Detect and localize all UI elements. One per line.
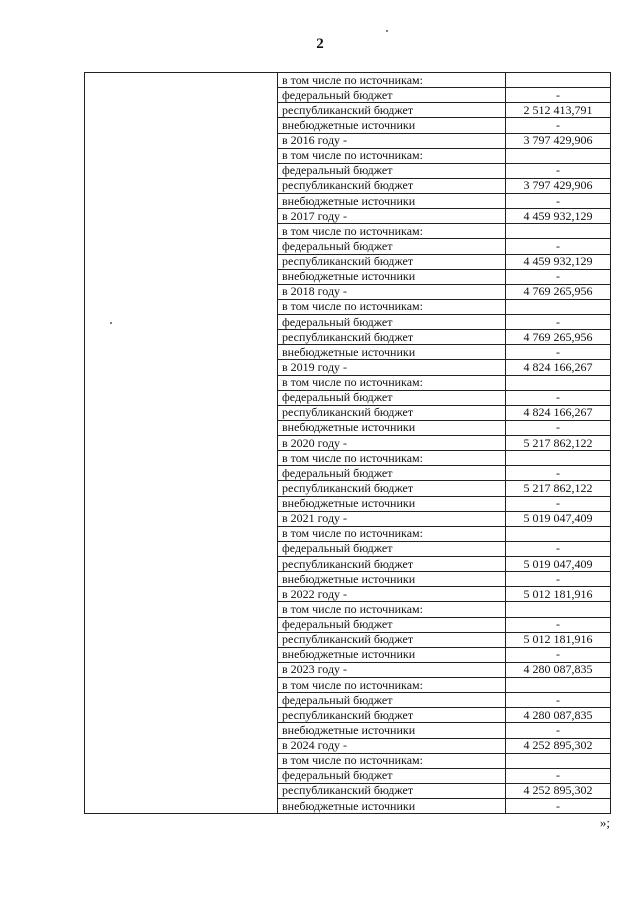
row-label: федеральный бюджет (278, 163, 506, 178)
row-label: в том числе по источникам: (278, 224, 506, 239)
row-value: 2 512 413,791 (506, 103, 611, 118)
row-value: - (506, 390, 611, 405)
budget-table-body (85, 73, 611, 814)
row-value (506, 678, 611, 693)
row-value: 4 280 087,835 (506, 662, 611, 677)
row-label: в том числе по источникам: (278, 602, 506, 617)
row-value: - (506, 239, 611, 254)
row-label: федеральный бюджет (278, 390, 506, 405)
row-value: - (506, 345, 611, 360)
row-label: республиканский бюджет (278, 783, 506, 798)
row-value: - (506, 194, 611, 209)
row-value: 3 797 429,906 (506, 178, 611, 193)
row-label: внебюджетные источники (278, 799, 506, 814)
row-label: внебюджетные источники (278, 572, 506, 587)
row-value: 4 459 932,129 (506, 209, 611, 224)
row-value: - (506, 693, 611, 708)
row-value (506, 526, 611, 541)
row-value: - (506, 541, 611, 556)
row-value (506, 73, 611, 88)
row-value: 5 012 181,916 (506, 632, 611, 647)
row-label: внебюджетные источники (278, 723, 506, 738)
row-value (506, 299, 611, 314)
row-label: федеральный бюджет (278, 541, 506, 556)
row-label: в том числе по источникам: (278, 299, 506, 314)
row-value: 3 797 429,906 (506, 133, 611, 148)
row-label: федеральный бюджет (278, 693, 506, 708)
row-label: республиканский бюджет (278, 330, 506, 345)
row-value: 4 459 932,129 (506, 254, 611, 269)
row-label: в 2019 году - (278, 360, 506, 375)
row-label: в том числе по источникам: (278, 451, 506, 466)
row-value: - (506, 496, 611, 511)
row-label: республиканский бюджет (278, 632, 506, 647)
row-label: республиканский бюджет (278, 178, 506, 193)
row-value: - (506, 768, 611, 783)
row-label: внебюджетные источники (278, 420, 506, 435)
row-value (506, 148, 611, 163)
row-label: республиканский бюджет (278, 481, 506, 496)
row-value: 4 824 166,267 (506, 405, 611, 420)
row-label: федеральный бюджет (278, 239, 506, 254)
row-label: республиканский бюджет (278, 103, 506, 118)
row-value: 4 252 895,302 (506, 738, 611, 753)
row-value: 5 019 047,409 (506, 511, 611, 526)
row-label: федеральный бюджет (278, 315, 506, 330)
page-number: 2 (316, 36, 324, 52)
row-value: - (506, 88, 611, 103)
program-name-cell (85, 73, 278, 814)
budget-table (84, 72, 611, 814)
row-label: внебюджетные источники (278, 118, 506, 133)
row-label: в 2021 году - (278, 511, 506, 526)
row-value: 4 252 895,302 (506, 783, 611, 798)
row-label: в том числе по источникам: (278, 678, 506, 693)
row-label: в том числе по источникам: (278, 375, 506, 390)
row-label: в 2017 году - (278, 209, 506, 224)
row-value: 5 217 862,122 (506, 481, 611, 496)
table-row (85, 73, 611, 88)
row-value: 5 012 181,916 (506, 587, 611, 602)
row-value: - (506, 269, 611, 284)
row-value: - (506, 466, 611, 481)
row-value (506, 224, 611, 239)
row-value: - (506, 572, 611, 587)
scan-speck (386, 30, 388, 32)
row-value: 5 019 047,409 (506, 557, 611, 572)
row-label: внебюджетные источники (278, 194, 506, 209)
row-label: в том числе по источникам: (278, 148, 506, 163)
row-value (506, 451, 611, 466)
row-label: внебюджетные источники (278, 647, 506, 662)
row-label: федеральный бюджет (278, 768, 506, 783)
row-value: - (506, 617, 611, 632)
row-value (506, 375, 611, 390)
row-value (506, 753, 611, 768)
row-label: в том числе по источникам: (278, 526, 506, 541)
row-value: - (506, 118, 611, 133)
row-value: 4 769 265,956 (506, 330, 611, 345)
row-value: 5 217 862,122 (506, 436, 611, 451)
closing-quote-mark: »; (599, 815, 610, 830)
row-label: федеральный бюджет (278, 466, 506, 481)
row-label: в 2020 году - (278, 436, 506, 451)
row-label: республиканский бюджет (278, 557, 506, 572)
row-label: внебюджетные источники (278, 496, 506, 511)
row-value: 4 824 166,267 (506, 360, 611, 375)
row-value: - (506, 163, 611, 178)
row-value: 4 280 087,835 (506, 708, 611, 723)
row-label: в 2024 году - (278, 738, 506, 753)
row-label: внебюджетные источники (278, 269, 506, 284)
row-label: в том числе по источникам: (278, 73, 506, 88)
scan-speck (110, 322, 112, 324)
row-value: - (506, 647, 611, 662)
row-value: - (506, 315, 611, 330)
row-label: внебюджетные источники (278, 345, 506, 360)
row-value: 4 769 265,956 (506, 284, 611, 299)
row-label: в том числе по источникам: (278, 753, 506, 768)
row-value: - (506, 799, 611, 814)
row-label: федеральный бюджет (278, 88, 506, 103)
row-label: в 2023 году - (278, 662, 506, 677)
row-label: федеральный бюджет (278, 617, 506, 632)
row-label: республиканский бюджет (278, 708, 506, 723)
row-value: - (506, 420, 611, 435)
row-label: в 2022 году - (278, 587, 506, 602)
row-value: - (506, 723, 611, 738)
row-label: в 2016 году - (278, 133, 506, 148)
row-label: в 2018 году - (278, 284, 506, 299)
row-label: республиканский бюджет (278, 254, 506, 269)
row-label: республиканский бюджет (278, 405, 506, 420)
row-value (506, 602, 611, 617)
